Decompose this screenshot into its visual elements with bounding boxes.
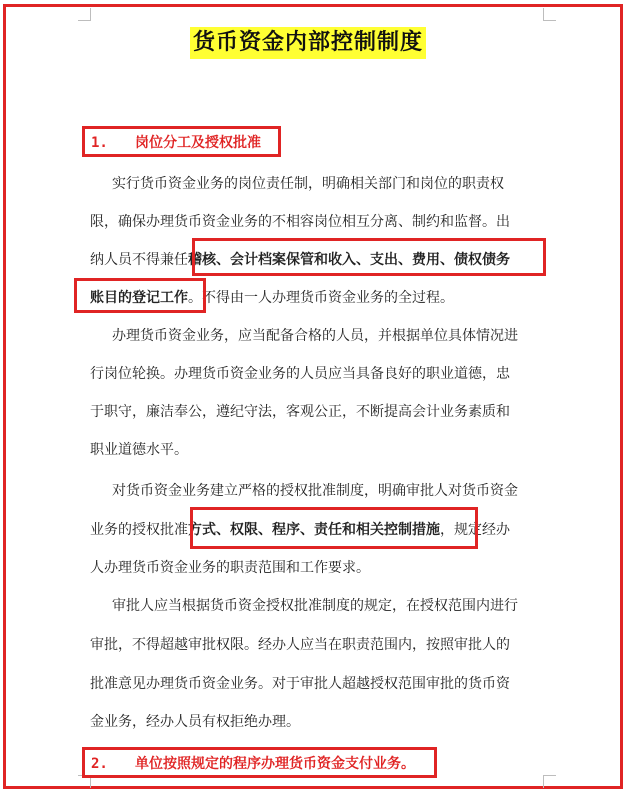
paragraph-line: 批准意见办理货币资金业务。对于审批人超越授权范围审批的货币资 xyxy=(90,676,510,692)
section-heading-1 xyxy=(82,126,281,157)
paragraph-line: 限，确保办理货币资金业务的不相容岗位相互分离、制约和监督。出 xyxy=(90,214,510,230)
highlight-box xyxy=(74,278,206,313)
crop-mark xyxy=(543,775,556,788)
paragraph-line: 审批人应当根据货币资金授权批准制度的规定，在授权范围内进行 xyxy=(112,598,518,614)
page-annotation-frame xyxy=(3,4,623,789)
emphasized-text: 账目的登记工作 xyxy=(90,290,188,306)
paragraph-line: 实行货币资金业务的岗位责任制，明确相关部门和岗位的职责权 xyxy=(112,176,504,192)
section-number: 2. xyxy=(91,756,108,772)
crop-mark xyxy=(543,8,556,21)
section-heading-2 xyxy=(82,747,437,778)
paragraph-line: 行岗位轮换。办理货币资金业务的人员应当具备良好的职业道德，忠 xyxy=(90,366,510,382)
section-heading-text: 岗位分工及授权批准 xyxy=(135,135,261,151)
paragraph-line: 金业务，经办人员有权拒绝办理。 xyxy=(90,714,300,730)
emphasized-text: 稽核、会计档案保管和收入、支出、费用、债权债务 xyxy=(188,252,510,268)
highlight-box xyxy=(190,507,478,549)
paragraph-line: 对货币资金业务建立严格的授权批准制度，明确审批人对货币资金 xyxy=(112,483,518,499)
document-title: 货币资金内部控制制度 xyxy=(190,27,426,59)
paragraph-line: 办理货币资金业务，应当配备合格的人员，并根据单位具体情况进 xyxy=(112,328,518,344)
paragraph-line: 审批，不得超越审批权限。经办人应当在职责范围内，按照审批人的 xyxy=(90,637,510,653)
emphasized-text: 方式、权限、程序、责任和相关控制措施 xyxy=(188,522,440,538)
highlight-box xyxy=(192,238,546,276)
section-heading-text: 单位按照规定的程序办理货币资金支付业务。 xyxy=(135,756,415,772)
text-run: ，规定经办 xyxy=(440,522,510,538)
text-run: 。不得由一人办理货币资金业务的全过程。 xyxy=(188,290,454,306)
paragraph-line: 人办理货币资金业务的职责范围和工作要求。 xyxy=(90,560,370,576)
paragraph-line: 于职守，廉洁奉公，遵纪守法，客观公正，不断提高会计业务素质和 xyxy=(90,404,510,420)
text-run: 业务的授权批准 xyxy=(90,522,188,538)
paragraph-line: 职业道德水平。 xyxy=(90,442,188,458)
section-number: 1. xyxy=(91,135,108,151)
crop-mark xyxy=(78,8,91,21)
text-run: 纳人员不得兼任 xyxy=(90,252,188,268)
